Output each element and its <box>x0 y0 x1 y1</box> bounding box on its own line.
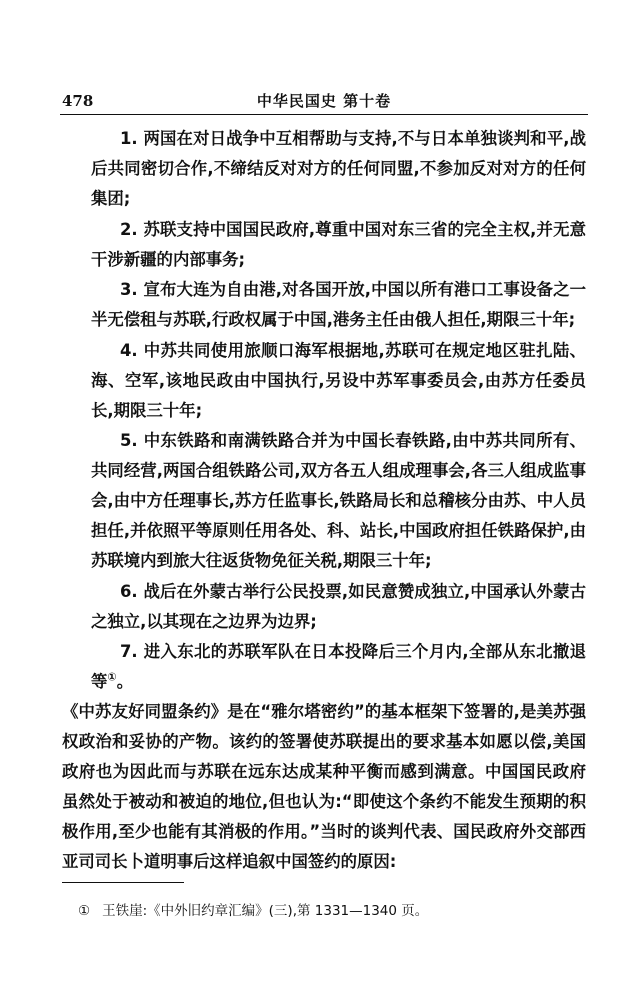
treaty-article-1: 1. 两国在对日战争中互相帮助与支持,不与日本单独谈判和平,战后共同密切合作,不缔结反对对方的任何同盟,不参加反对对方的任何集团; <box>91 129 586 208</box>
treaty-article-5: 5. 中东铁路和南满铁路合并为中国长春铁路,由中苏共同所有、共同经营,两国合组铁路公司,双方各五人组成理事会,各三人组成监事会,由中方任理事长,苏方任监事长,铁路局长和总稽核分由苏、中人员担任,并依照平等原则任用各处、科、站长,中国政府担任铁路保护,由苏联境内到旅大往返货物免征关税,期限三十年; <box>91 431 586 570</box>
footnote-marker: ① <box>78 903 91 919</box>
page-number: 478 <box>62 92 94 110</box>
page-body <box>62 124 586 877</box>
treaty-article-7: 7. 进入东北的苏联军队在日本投降后三个月内,全部从东北撤退等①。 <box>91 642 586 691</box>
footnote <box>78 901 586 921</box>
footnote-divider <box>62 882 184 883</box>
footnote-reference[interactable]: ① <box>107 670 117 684</box>
header-rule <box>60 114 588 115</box>
treaty-article-6: 6. 战后在外蒙古举行公民投票,如民意赞成独立,中国承认外蒙古之独立,以其现在之边界为边界; <box>91 581 586 631</box>
treaty-article-7-text: 7. 进入东北的苏联军队在日本投降后三个月内,全部从东北撤退等 <box>91 642 586 691</box>
treaty-article-2: 2. 苏联支持中国国民政府,尊重中国对东三省的完全主权,并无意干涉新疆的内部事务; <box>91 219 586 269</box>
footnote-text: 王铁崖:《中外旧约章汇编》(三),第 1331—1340 页。 <box>102 903 429 919</box>
body-paragraph: 《中苏友好同盟条约》是在“雅尔塔密约”的基本框架下签署的,是美苏强权政治和妥协的产物。该约的签署使苏联提出的要求基本如愿以偿,美国政府也为因此而与苏联在远东达成某种平衡而感到满意。中国国民政府虽然处于被动和被迫的地位,但也认为:“即使这个条约不能发生预期的积极作用,至少也能有其消极的作用。”当时的谈判代表、国民政府外交部西亚司司长卜道明事后这样追叙中国签约的原因: <box>62 702 586 871</box>
treaty-article-4: 4. 中苏共同使用旅顺口海军根据地,苏联可在规定地区驻扎陆、海、空军,该地民政由中国执行,另设中苏军事委员会,由苏方任委员长,期限三十年; <box>91 340 586 420</box>
running-title: 中华民国史 第十卷 <box>256 92 392 110</box>
treaty-article-3: 3. 宣布大连为自由港,对各国开放,中国以所有港口工事设备之一半无偿租与苏联,行政权属于中国,港务主任由俄人担任,期限三十年; <box>91 280 586 329</box>
page-header <box>62 90 586 112</box>
